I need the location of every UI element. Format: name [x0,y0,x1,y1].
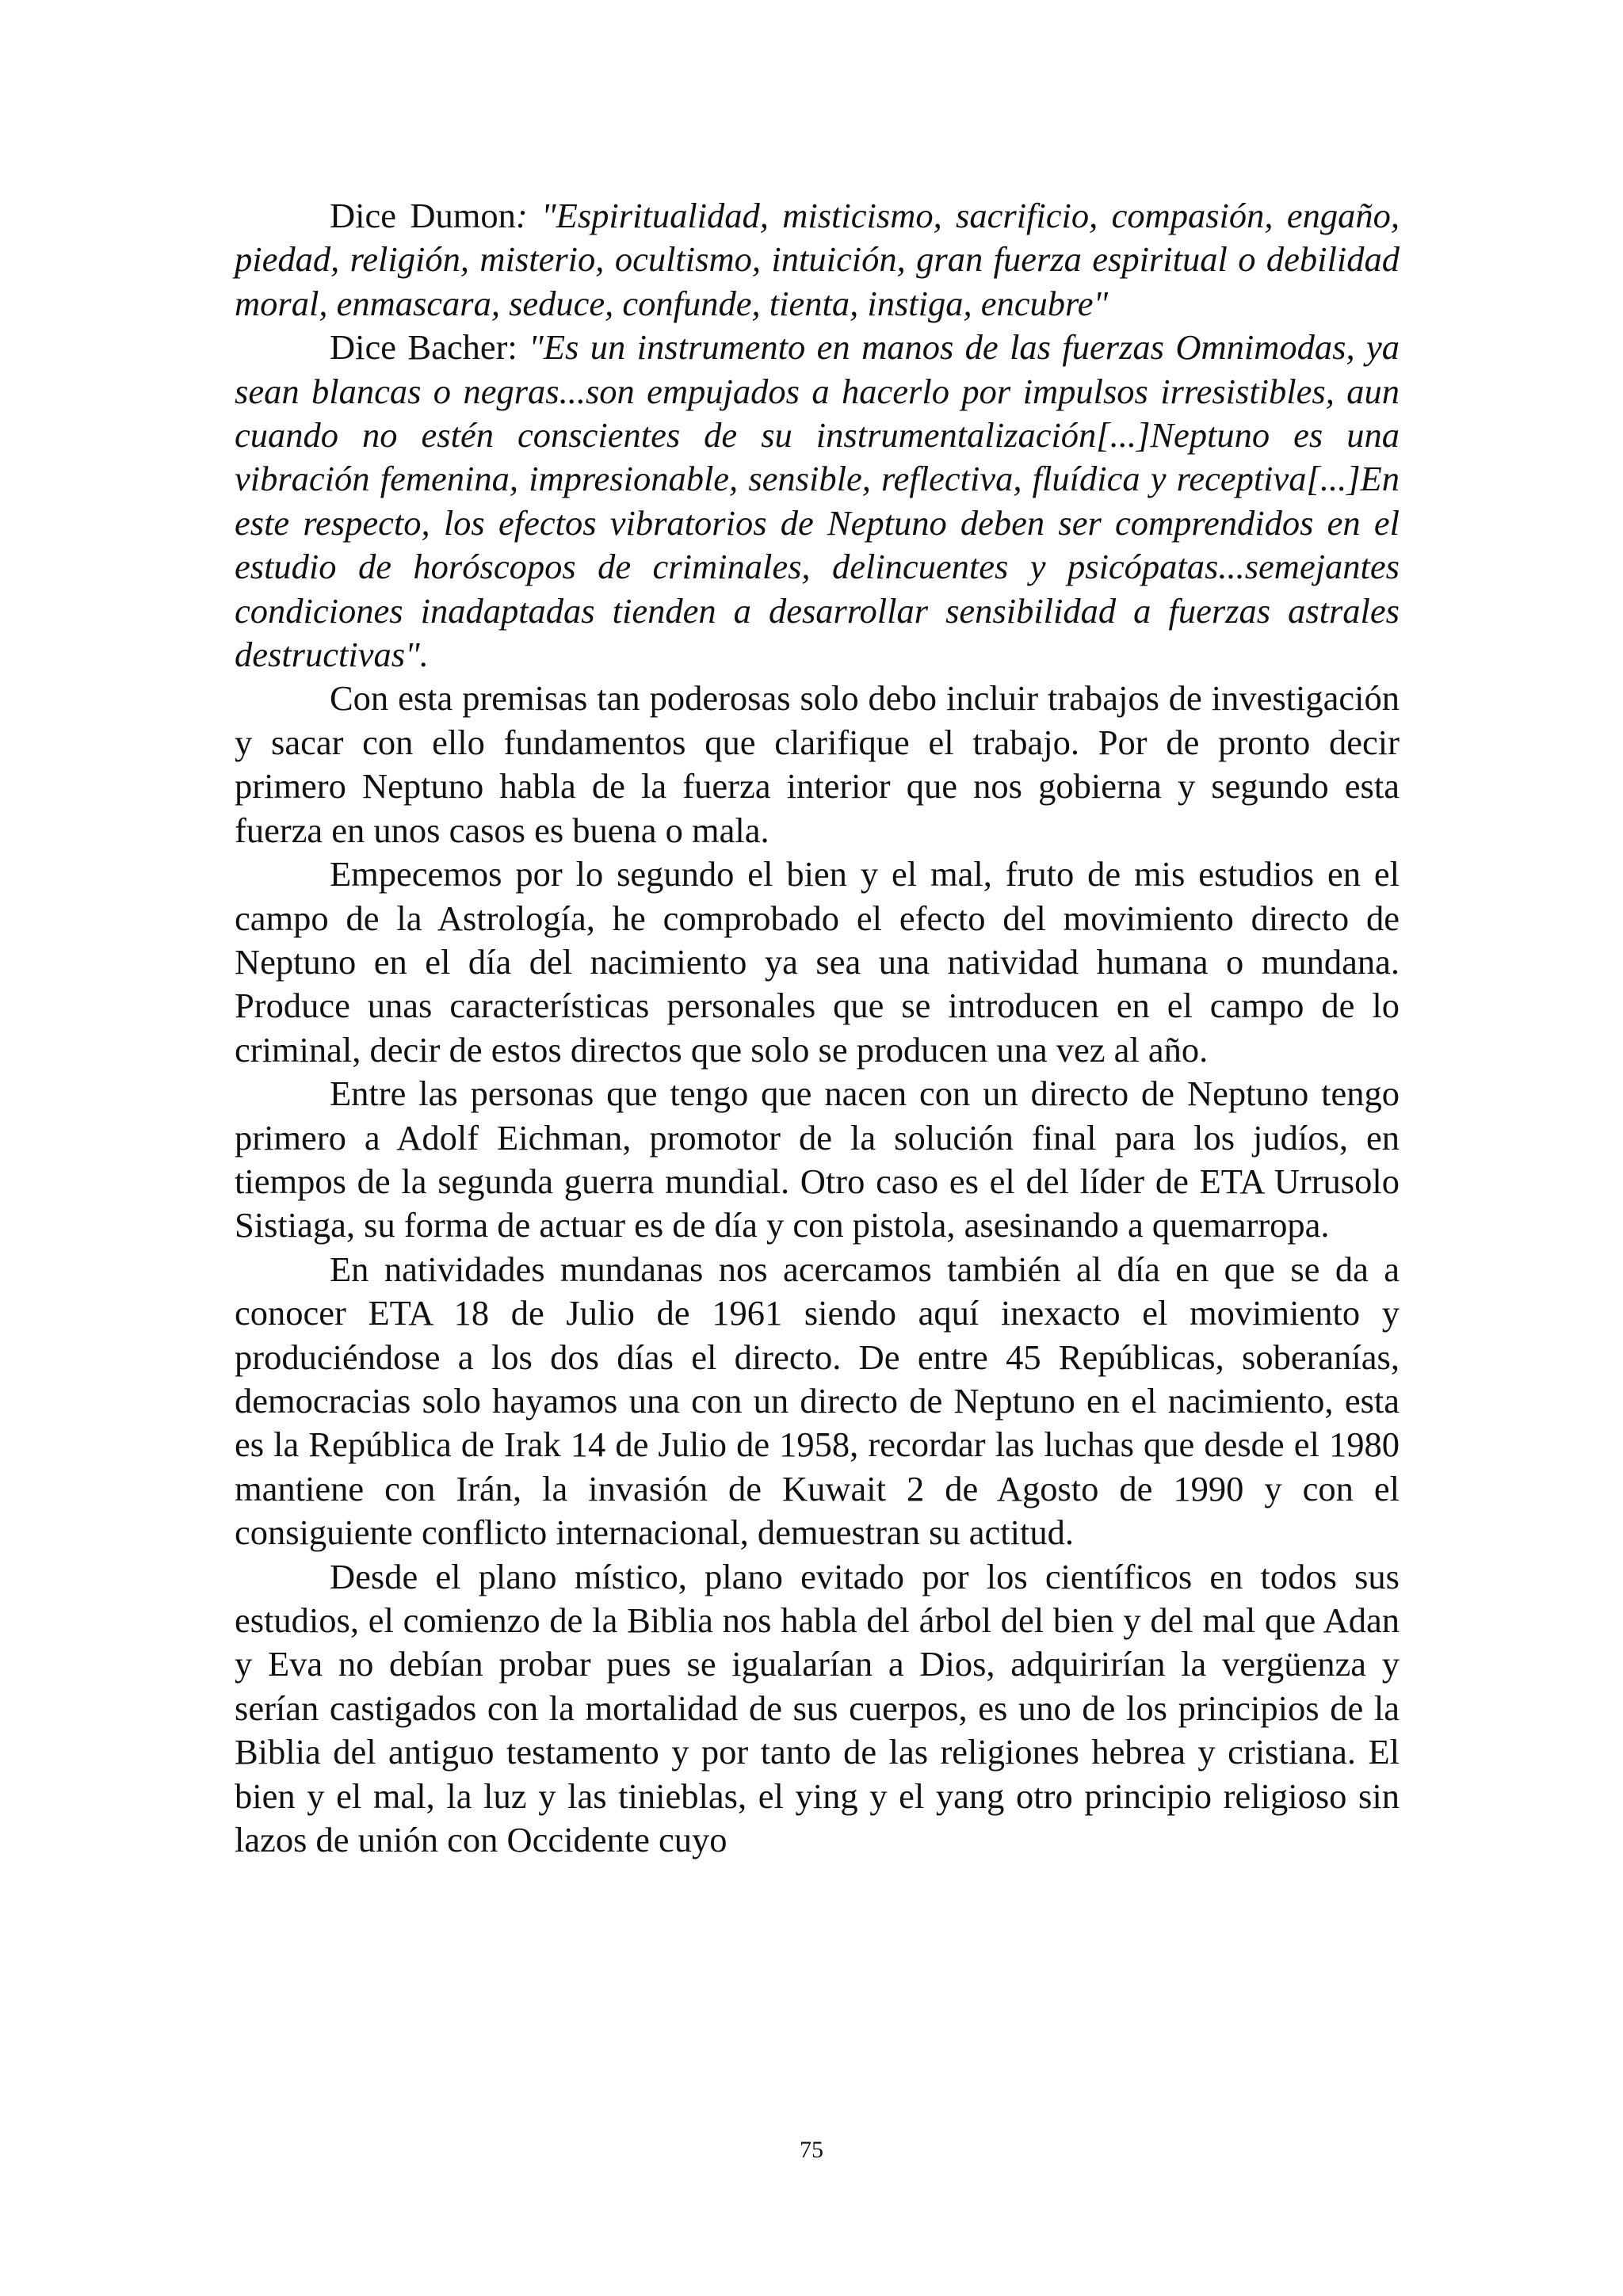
paragraph-lead: Dice Dumon [330,196,516,235]
paragraph-mystic-plane: Desde el plano místico, plano evitado por los científicos en todos sus estudios, el comienzo de la Biblia nos habla del árbol del bien y del mal que Adan y Eva no debían probar pues se igualarían a Dios, adquirirían la vergüenza y serían castigados con la mortalidad de sus cuerpos, es uno de los principios de la Biblia del antiguo testamento y por tanto de las religiones hebrea y cristiana. El bien y el mal, la luz y las tinieblas, el ying y el yang otro principio religioso sin lazos de unión con Occidente cuyo [235,1556,1400,1860]
paragraph-persons: Entre las personas que tengo que nacen con un directo de Neptuno tengo primero a Adolf Eichman, promotor de la solución final para los judíos, en tiempos de la segunda guerra mundial. Otro caso es el del líder de ETA Urrusolo Sistiaga, su forma de actuar es de día y con pistola, asesinando a quemarropa. [235,1074,1400,1245]
quote-text: : "Espiritualidad, misticismo, sacrificio, compasión, engaño, piedad, religión, misterio, ocultismo, intuición, gran fuerza espiritual o debilidad moral, enmascara, seduce, confunde, tienta, instiga, encubre" [235,196,1400,323]
paragraph-premises: Con esta premisas tan poderosas solo debo incluir trabajos de investigación y sacar con ello fundamentos que clarifique el trabajo. Por de pronto decir primero Neptuno habla de la fuerza interior que nos gobierna y segundo esta fuerza en unos casos es buena o mala. [235,678,1400,850]
quote-text: "Es un instrumento en manos de las fuerzas Omnimodas, ya sean blancas o negras...son empujados a hacerlo por impulsos irresistibles, aun cuando no estén conscientes de su instrumentalización[...]Neptuno es una vibración femenina, impresionable, sensible, reflectiva, fluídica y receptiva[...]En este respecto, los efectos vibratorios de Neptuno deben ser comprendidos en el estudio de horóscopos de criminales, delincuentes y psicópatas...semejantes condiciones inadaptadas tienden a desarrollar sensibilidad a fuerzas astrales destructivas". [235,327,1400,675]
page-number: 75 [800,2137,823,2163]
paragraph-mundane-nativities: En natividades mundanas nos acercamos también al día en que se da a conocer ETA 18 de Julio de 1961 siendo aquí inexacto el movimiento y produciéndose a los dos días el directo. De entre 45 Repúblicas, soberanías, democracias solo hayamos una con un directo de Neptuno en el nacimiento, esta es la República de Irak 14 de Julio de 1958, recordar las luchas que desde el 1980 mantiene con Irán, la invasión de Kuwait 2 de Agosto de 1990 y con el consiguiente conflicto internacional, demuestran su actitud. [235,1249,1400,1553]
paragraph-bacher-quote [235,326,1400,677]
paragraph-dumon-quote [235,194,1400,326]
document-body [235,194,1400,1862]
paragraph-lead: Dice Bacher: [330,327,529,368]
paragraph-good-and-evil: Empecemos por lo segundo el bien y el mal, fruto de mis estudios en el campo de la Astrología, he comprobado el efecto del movimiento directo de Neptuno en el día del nacimiento ya sea una natividad humana o mundana. Produce unas características personales que se introducen en el campo de lo criminal, decir de estos directos que solo se producen una vez al año. [235,854,1400,1070]
